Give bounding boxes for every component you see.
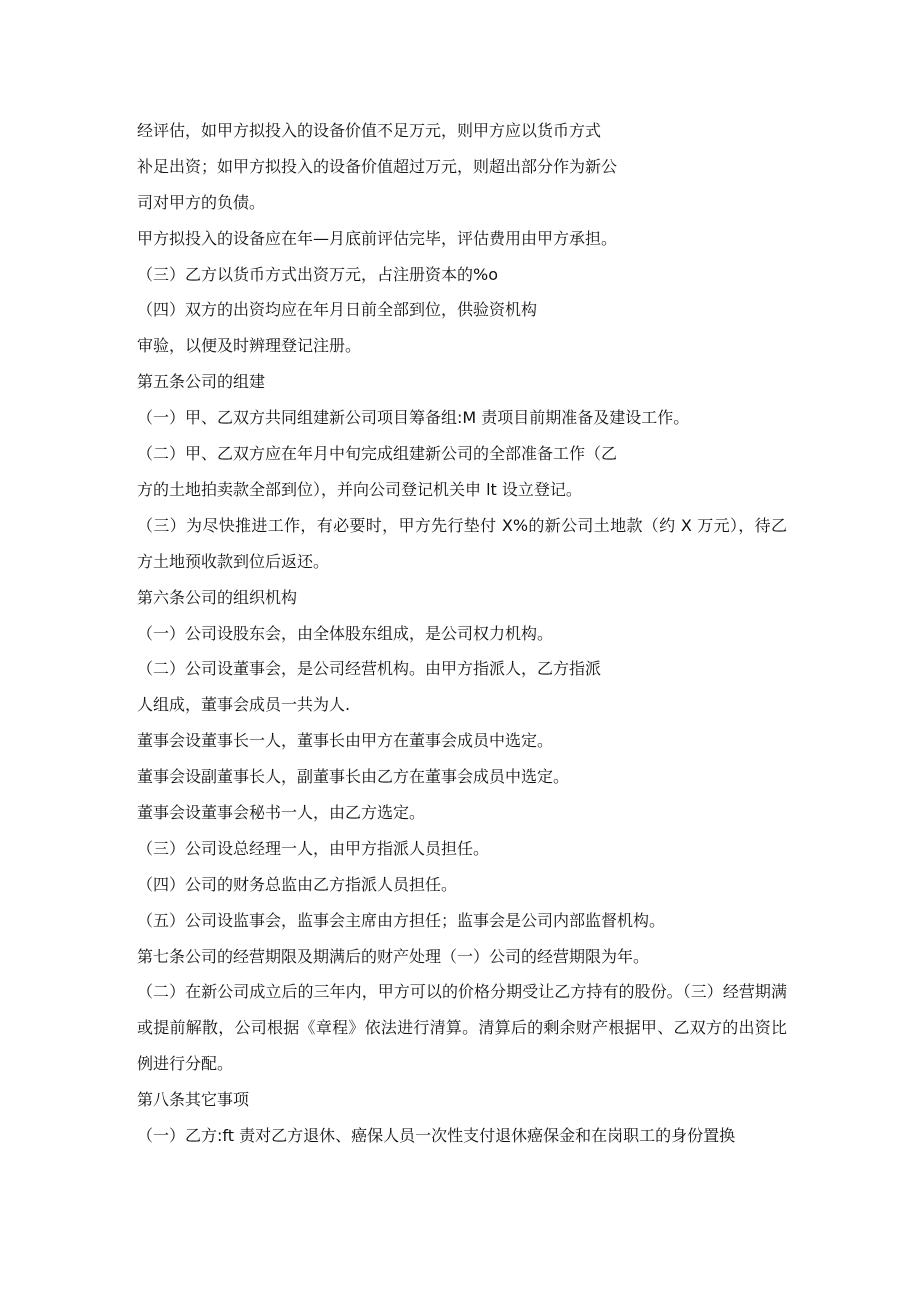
body-line: 经评估，如甲方拟投入的设备价值不足万元，则甲方应以货币方式 <box>137 121 602 140</box>
article-6-line: 董事会设董事会秘书一人，由乙方选定。 <box>137 802 426 822</box>
body-line: 司对甲方的负债。 <box>137 192 266 212</box>
document-body <box>137 113 787 1154</box>
article-6-line: （二）公司设董事会，是公司经营机构。由甲方指派人，乙方指派 <box>137 659 602 679</box>
article-6-line: （四）公司的财务总监由乙方指派人员担任。 <box>137 874 458 894</box>
body-line: 审验，以便及时辨理登记注册。 <box>137 336 362 356</box>
article-6-line: 董事会设副董事长人，副董事长由乙方在董事会成员中选定。 <box>137 767 570 787</box>
article-6-line: 董事会设董事长一人，董事长由甲方在董事会成员中选定。 <box>137 731 554 751</box>
body-line: 甲方拟投入的设备应在年—月底前评估完毕，评估费用由甲方承担。 <box>137 228 618 248</box>
article-5-line: 方的土地拍卖款全部到位），并向公司登记机关申 lt 设立登记。 <box>137 479 582 499</box>
article-7-heading-line: 第七条公司的经营期限及期满后的财产处理（一）公司的经营期限为年。 <box>137 946 650 966</box>
article-5-heading: 第五条公司的组建 <box>137 372 266 392</box>
article-6-line: 人组成，董事会成员一共为人. <box>137 695 351 715</box>
body-line: 补足出资；如甲方拟投入的设备价值超过万元，则超出部分作为新公 <box>137 156 618 176</box>
article-5-paragraph: （三）为尽快推进工作，有必要时，甲方先行垫付 X%的新公司土地款（约 X 万元），待乙方土地预收款到位后返还。 <box>137 515 787 571</box>
article-7-paragraph: （二）在新公司成立后的三年内，甲方可以的价格分期受让乙方持有的股份。（三）经营期满或提前解散，公司根据《章程》依法进行清算。清算后的剩余财产根据甲、乙双方的出资比例进行分配。 <box>137 982 787 1074</box>
article-6-heading: 第六条公司的组织机构 <box>137 587 298 607</box>
article-6-line: （一）公司设股东会，由全体股东组成，是公司权力机构。 <box>137 623 554 643</box>
article-6-line: （三）公司设总经理一人，由甲方指派人员担任。 <box>137 838 490 858</box>
article-5-line: （二）甲、乙双方应在年月中旬完成组建新公司的全部准备工作（乙 <box>137 444 618 464</box>
article-8-line: （一）乙方:ft 责对乙方退休、癌保人员一次性支付退休癌保金和在岗职工的身份置换 <box>137 1126 736 1146</box>
body-line: （三）乙方以货币方式出资万元，占注册资本的%o <box>137 264 498 284</box>
body-line: （四）双方的出资均应在年月日前全部到位，供验资机构 <box>137 300 538 320</box>
article-5-line: （一）甲、乙双方共同组建新公司项目筹备组:M 责项目前期准备及建设工作。 <box>137 408 690 428</box>
article-6-line: （五）公司设监事会，监事会主席由方担任；监事会是公司内部监督机构。 <box>137 910 666 930</box>
article-8-heading: 第八条其它事项 <box>137 1090 250 1110</box>
